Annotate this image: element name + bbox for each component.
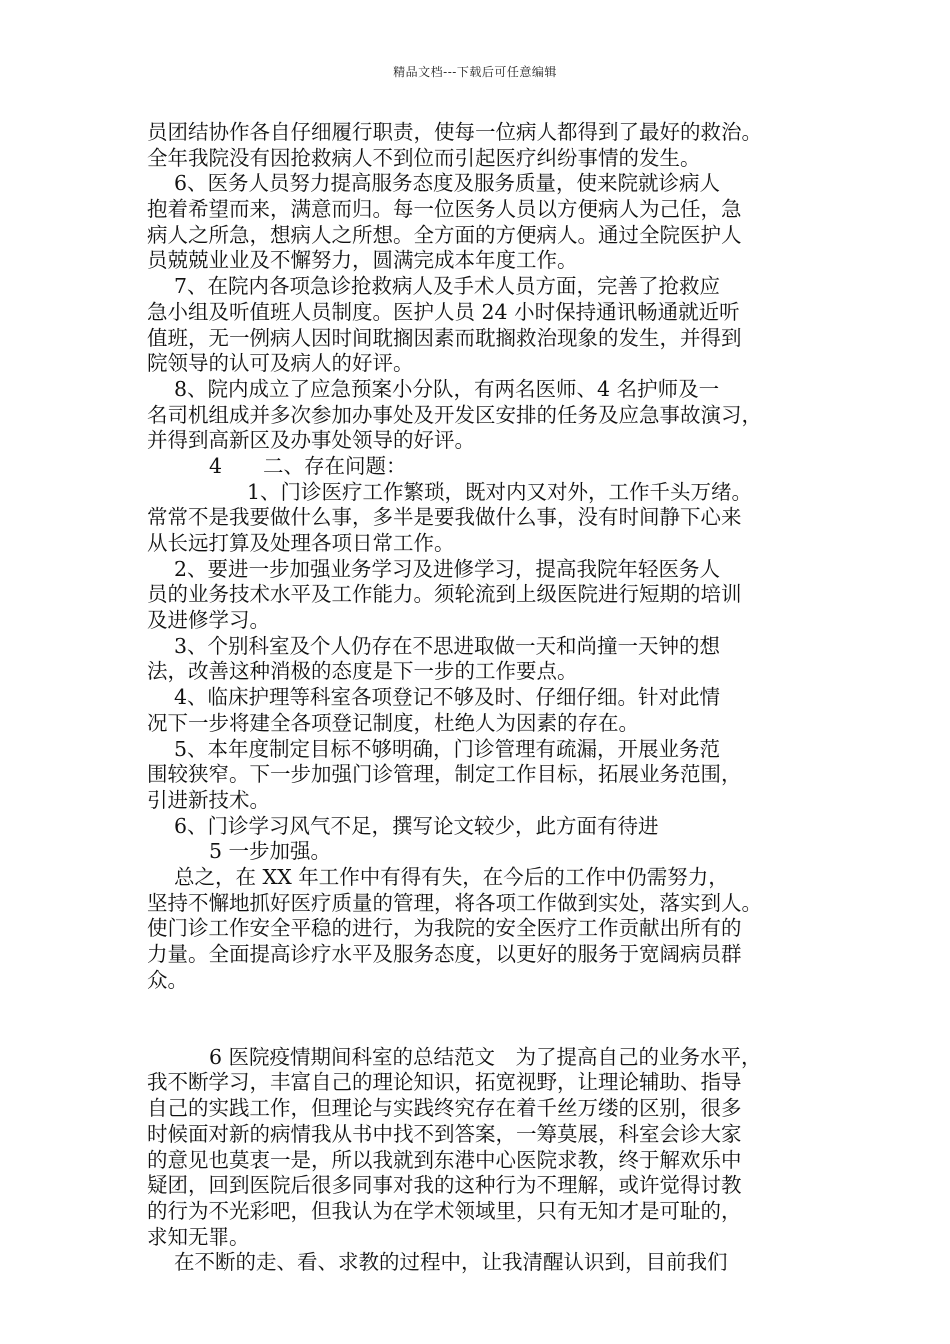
text-line: 从长远打算及处理各项日常工作。 xyxy=(147,531,455,555)
text-line: 7、在院内各项急诊抢救病人及手术人员方面，完善了抢救应 xyxy=(174,274,721,299)
text-line: 我不断学习，丰富自己的理论知识，拓宽视野，让理论辅助、指导 xyxy=(147,1070,742,1095)
text-line: 值班，无一例病人因时间耽搁因素而耽搁救治现象的发生，并得到 xyxy=(147,325,742,350)
text-line: 使门诊工作安全平稳的进行，为我院的安全医疗工作贡献出所有的 xyxy=(147,916,742,941)
text-line: 求知无罪。 xyxy=(147,1224,250,1249)
text-line: 员兢兢业业及不懈努力，圆满完成本年度工作。 xyxy=(147,248,578,273)
blank-line xyxy=(147,993,827,1044)
text-line: 4 二、存在问题： xyxy=(209,453,407,478)
page-header: 精品文档---下载后可任意编辑 xyxy=(393,65,557,79)
text-line: 4、临床护理等科室各项登记不够及时、仔细仔细。针对此情 xyxy=(174,685,721,710)
text-line: 自己的实践工作，但理论与实践终究存在着千丝万缕的区别，很多 xyxy=(147,1096,742,1121)
text-line: 6、医务人员努力提高服务态度及服务质量，使来院就诊病人 xyxy=(174,171,721,196)
text-line: 5、本年度制定目标不够明确，门诊管理有疏漏，开展业务范 xyxy=(174,736,721,761)
text-line: 众。 xyxy=(147,967,188,992)
text-line: 坚持不懈地抓好医疗质量的管理，将各项工作做到实处，落实到人。 xyxy=(147,890,762,915)
text-line: 6、门诊学习风气不足，撰写论文较少，此方面有待进 xyxy=(174,813,659,838)
text-line: 围较狭窄。下一步加强门诊管理，制定工作目标，拓展业务范围， xyxy=(147,762,742,787)
text-line: 常常不是我要做什么事，多半是要我做什么事，没有时间静下心来 xyxy=(147,505,742,530)
text-line: 急小组及听值班人员制度。医护人员 24 小时保持通讯畅通就近听 xyxy=(147,299,740,324)
text-line: 院领导的认可及病人的好评。 xyxy=(147,351,414,376)
text-line: 名司机组成并多次参加办事处及开发区安排的任务及应急事故演习， xyxy=(147,402,762,427)
document-body xyxy=(147,120,827,1276)
text-line: 1、门诊医疗工作繁琐，既对内又对外，工作千头万绪。 xyxy=(247,479,753,504)
text-line: 的行为不光彩吧，但我认为在学术领域里，只有无知才是可耻的， xyxy=(147,1198,742,1223)
text-line: 员团结协作各自仔细履行职责，使每一位病人都得到了最好的救治。 xyxy=(147,120,762,144)
text-line: 2、要进一步加强业务学习及进修学习，提高我院年轻医务人 xyxy=(174,556,721,581)
text-line: 6 医院疫情期间科室的总结范文 为了提高自己的业务水平， xyxy=(209,1044,762,1069)
text-line: 疑团，回到医院后很多同事对我的这种行为不理解，或许觉得讨教 xyxy=(147,1173,742,1198)
text-line: 况下一步将建全各项登记制度，杜绝人为因素的存在。 xyxy=(147,710,639,735)
text-line: 的意见也莫衷一是，所以我就到东港中心医院求教，终于解欢乐中 xyxy=(147,1147,742,1172)
text-line: 法，改善这种消极的态度是下一步的工作要点。 xyxy=(147,659,578,684)
text-line: 并得到高新区及办事处领导的好评。 xyxy=(147,428,475,453)
text-line: 病人之所急，想病人之所想。全方面的方便病人。通过全院医护人 xyxy=(147,222,742,247)
text-line: 总之，在 XX 年工作中有得有失，在今后的工作中仍需努力， xyxy=(174,864,729,889)
text-line: 时候面对新的病情我从书中找不到答案，一筹莫展，科室会诊大家 xyxy=(147,1121,742,1146)
text-line: 引进新技术。 xyxy=(147,787,270,812)
text-line: 在不断的走、看、求教的过程中，让我清醒认识到，目前我们 xyxy=(174,1250,728,1275)
text-line: 5 一步加强。 xyxy=(209,839,332,864)
text-line: 员的业务技术水平及工作能力。须轮流到上级医院进行短期的培训 xyxy=(147,582,742,607)
text-line: 3、个别科室及个人仍存在不思进取做一天和尚撞一天钟的想 xyxy=(174,633,721,658)
text-line: 及进修学习。 xyxy=(147,608,270,633)
text-line: 全年我院没有因抢救病人不到位而引起医疗纠纷事情的发生。 xyxy=(147,145,701,170)
text-line: 力量。全面提高诊疗水平及服务态度，以更好的服务于宽阔病员群 xyxy=(147,942,742,966)
text-line: 8、院内成立了应急预案小分队，有两名医师、4 名护师及一 xyxy=(174,376,720,401)
text-line: 抱着希望而来，满意而归。每一位医务人员以方便病人为己任，急 xyxy=(147,197,742,222)
